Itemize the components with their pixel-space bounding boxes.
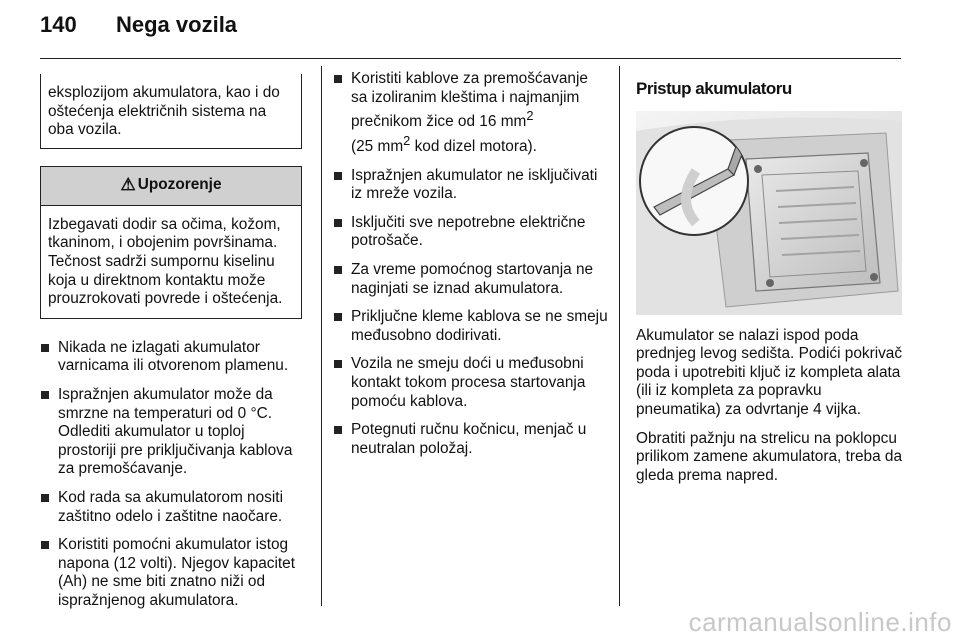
warning-title: Upozorenje [137, 176, 222, 194]
list-item-text: Ispražnjen akumulator može da smrzne na temperaturi od 0 °C. Odlediti akumulator u toploj prostoriji pre priključivanja kablova za premošćavanje. [58, 385, 293, 478]
column-right [636, 70, 904, 495]
list-item [333, 355, 608, 411]
continuation-text: eksplozijom akumulatora, kao i do oštećenja električnih sistema na oba vozila. [48, 84, 280, 139]
battery-cover-photo [636, 111, 902, 315]
column-divider-1 [321, 66, 322, 606]
list-item-text: Vozila ne smeju doći u međusobni kontakt tokom procesa startovanja pomoću kablova. [351, 355, 586, 410]
bullet-square-icon [334, 360, 342, 368]
superscript: 2 [526, 108, 534, 124]
warning-box [40, 166, 302, 319]
bullet-square-icon [334, 219, 342, 227]
watermark: carmanualsonline.info [688, 607, 952, 637]
bullet-square-icon [41, 344, 49, 352]
list-item [40, 536, 302, 610]
list-item-text: Kod rada sa akumulatorom nositi zaštitno odelo i zaštitne naočare. [58, 488, 283, 525]
page-title: Nega vozila [116, 12, 238, 37]
bullet-square-icon [41, 541, 49, 549]
bullet-square-icon [334, 266, 342, 274]
warning-header [41, 167, 301, 206]
bullet-square-icon [41, 391, 49, 399]
list-item-text: Ispražnjen akumulator ne isključivati iz mreže vozila. [351, 166, 598, 203]
list-item [333, 308, 608, 345]
list-item-text [351, 70, 588, 155]
list-item [333, 70, 608, 157]
section-title: Pristup akumulatoru [636, 79, 792, 98]
warning-triangle-icon: ⚠ [120, 175, 136, 195]
page-header [40, 12, 237, 38]
diesel-spec-suffix: kod dizel motora). [410, 138, 537, 156]
cable-spec-text: Koristiti kablove za premošćavanje sa izoliranim kleštima i najmanjim prečnikom žice od 16 mm [351, 70, 588, 131]
column-middle [333, 70, 608, 468]
warning-text: Izbegavati dodir sa očima, kožom, tkaninom, i obojenim površinama. Tečnost sadrži sumpornu kiselinu koja u direktnom kontaktu može prouzrokovati povrede i oštećenja. [48, 215, 283, 308]
column-left [40, 70, 302, 620]
page-number: 140 [40, 12, 77, 37]
bullet-square-icon [334, 313, 342, 321]
list-item-text: Nikada ne izlagati akumulator varnicama ili otvorenom plamenu. [58, 338, 289, 375]
list-item-text: Koristiti pomoćni akumulator istog napona (12 volti). Njegov kapacitet (Ah) ne sme biti znatno niži od ispražnjenog akumulatora. [58, 536, 295, 609]
list-item [333, 167, 608, 204]
bullet-square-icon [334, 75, 342, 83]
warning-box-continuation [40, 74, 302, 149]
bullet-square-icon [41, 494, 49, 502]
list-item-text: Priključne kleme kablova se ne smeju međusobno dodirivati. [351, 308, 608, 344]
bullet-square-icon [334, 172, 342, 180]
paragraph: Akumulator se nalazi ispod poda prednjeg levog sedišta. Podići pokrivač poda i upotrebiti ključ iz kompleta alata (ili iz kompleta za popravku pneumatika) za odvrtanje 4 vijka. [636, 326, 903, 418]
header-divider [40, 58, 901, 59]
list-item [40, 386, 302, 479]
diesel-spec-text: (25 mm [351, 138, 404, 156]
list-item [333, 261, 608, 298]
bullet-square-icon [334, 426, 342, 434]
column-divider-2 [619, 66, 620, 606]
list-item [40, 339, 302, 376]
list-item-text: Za vreme pomoćnog startovanja ne naginjati se iznad akumulatora. [351, 261, 594, 297]
list-item [40, 489, 302, 526]
list-item [333, 214, 608, 251]
list-item-text: Isključiti sve nepotrebne električne potrošače. [351, 213, 586, 250]
list-item-text: Potegnuti ručnu kočnicu, menjač u neutralan položaj. [351, 421, 587, 457]
bullet-list-left [40, 339, 302, 611]
superscript: 2 [403, 132, 411, 148]
list-item [333, 421, 608, 458]
bullet-list-middle [333, 70, 608, 458]
paragraph: Obratiti pažnju na strelicu na poklopcu prilikom zamene akumulatora, treba da gleda prema napred. [636, 429, 903, 484]
